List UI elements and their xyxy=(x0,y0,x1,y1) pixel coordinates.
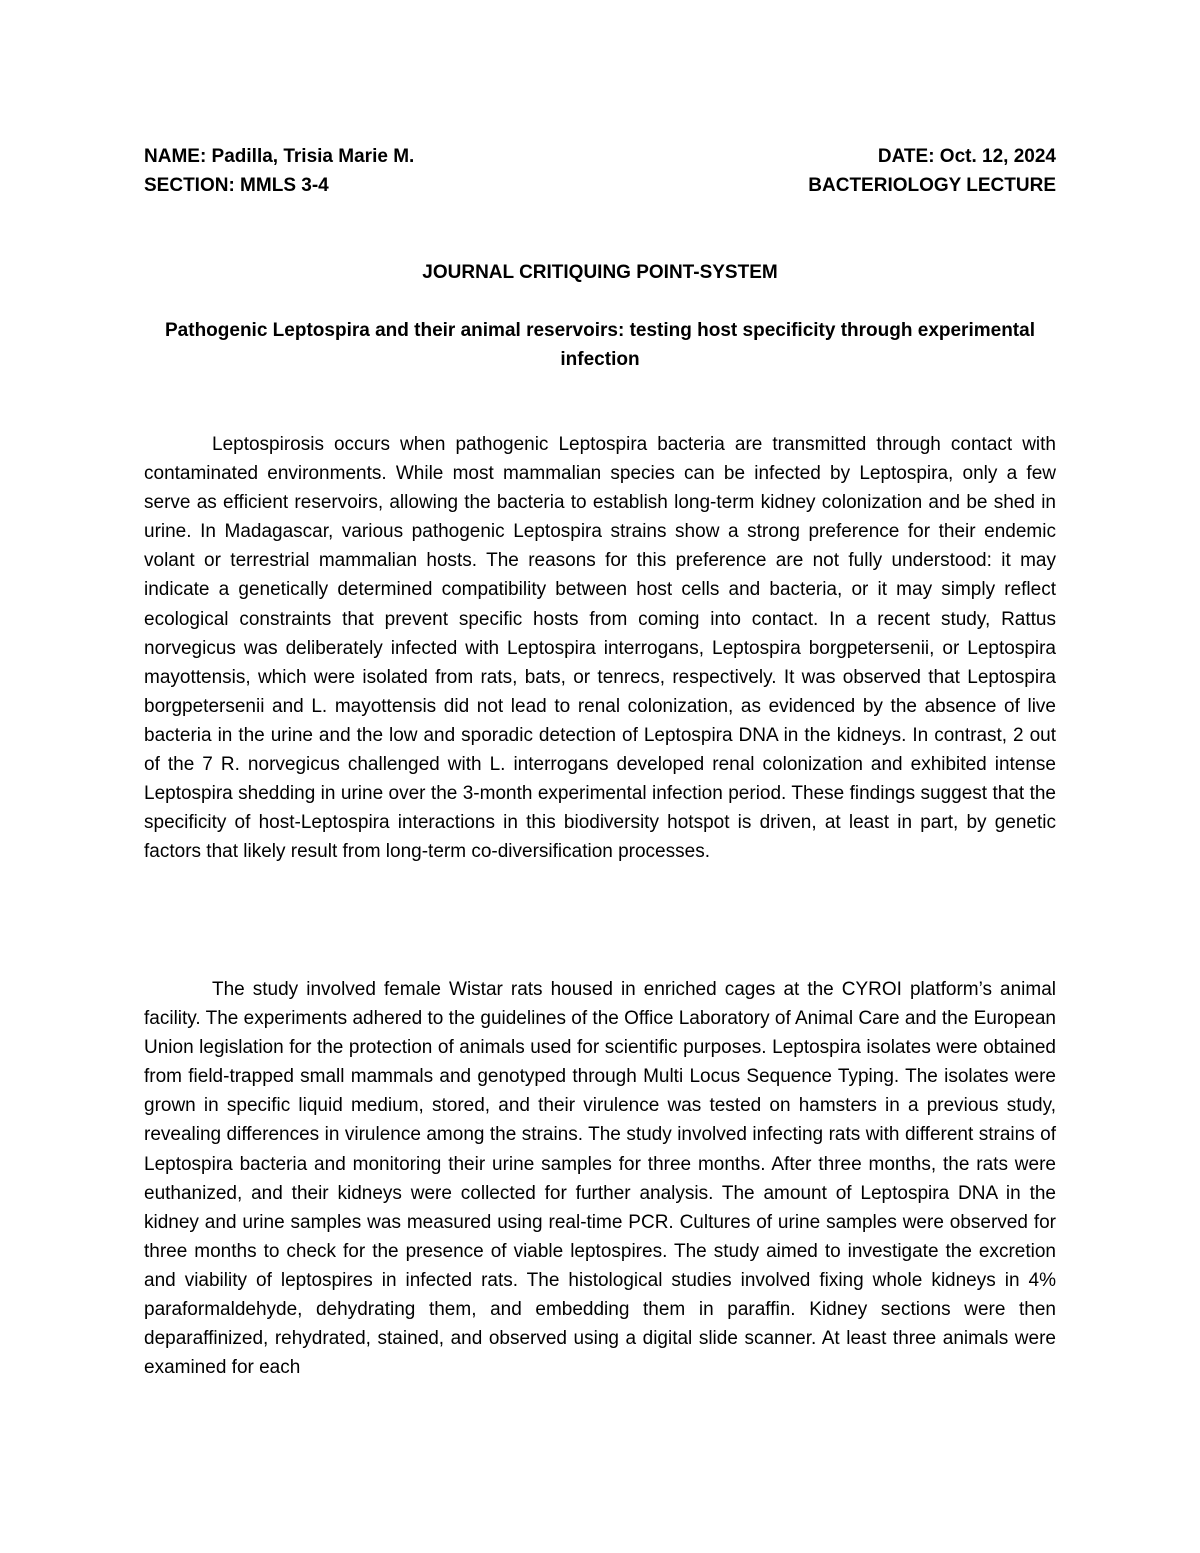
header-row-section-course xyxy=(144,172,1056,200)
student-section: SECTION: MMLS 3-4 xyxy=(144,175,329,196)
student-name: NAME: Padilla, Trisia Marie M. xyxy=(144,146,415,167)
submission-date: DATE: Oct. 12, 2024 xyxy=(877,146,1056,167)
body-paragraph-2: The study involved female Wistar rats housed in enriched cages at the CYROI platform’s animal facility. The experiments adhered to the guidelines of the Office Laboratory of Animal Care and the European Union legislation for the protection of animals used for scientific purposes. Leptospira isolates were obtained from field-trapped small mammals and genotyped through Multi Locus Sequence Typing. The isolates were grown in specific liquid medium, stored, and their virulence was tested on hamsters in a previous study, revealing differences in virulence among the strains. The study involved infecting rats with different strains of Leptospira bacteria and monitoring their urine samples for three months. After three months, the rats were euthanized, and their kidneys were collected for further analysis. The amount of Leptospira DNA in the kidney and urine samples was measured using real-time PCR. Cultures of urine samples were observed for three months to check for the presence of viable leptospires. The study aimed to investigate the excretion and viability of leptospires in infected rats. The histological studies involved fixing whole kidneys in 4% paraformaldehyde, dehydrating them, and embedding them in paraffin. Kidney sections were then deparaffinized, rehydrated, stained, and observed using a digital slide scanner. At least three animals were examined for each xyxy=(144,979,1056,1379)
header-row-name-date xyxy=(144,143,1056,171)
article-title: Pathogenic Leptospira and their animal reservoirs: testing host specificity through experimental infection xyxy=(165,320,1035,370)
body-paragraph-1: Leptospirosis occurs when pathogenic Leptospira bacteria are transmitted through contact with contaminated environments. While most mammalian species can be infected by Leptospira, only a few serve as efficient reservoirs, allowing the bacteria to establish long-term kidney colonization and be shed in urine. In Madagascar, various pathogenic Leptospira strains show a strong preference for their endemic volant or terrestrial mammalian hosts. The reasons for this preference are not fully understood: it may indicate a genetically determined compatibility between host cells and bacteria, or it may simply reflect ecological constraints that prevent specific hosts from coming into contact. In a recent study, Rattus norvegicus was deliberately infected with Leptospira interrogans, Leptospira borgpetersenii, or Leptospira mayottensis, which were isolated from rats, bats, or tenrecs, respectively. It was observed that Leptospira borgpetersenii and L. mayottensis did not lead to renal colonization, as evidenced by the absence of live bacteria in the urine and the low and sporadic detection of Leptospira DNA in the kidneys. In contrast, 2 out of the 7 R. norvegicus challenged with L. interrogans developed renal colonization and exhibited intense Leptospira shedding in urine over the 3-month experimental infection period. These findings suggest that the specificity of host-Leptospira interactions in this biodiversity hotspot is driven, at least in part, by genetic factors that likely result from long-term co-diversification processes. xyxy=(144,434,1056,863)
document-title: JOURNAL CRITIQUING POINT-SYSTEM xyxy=(422,262,778,283)
course-name: BACTERIOLOGY LECTURE xyxy=(808,175,1056,196)
